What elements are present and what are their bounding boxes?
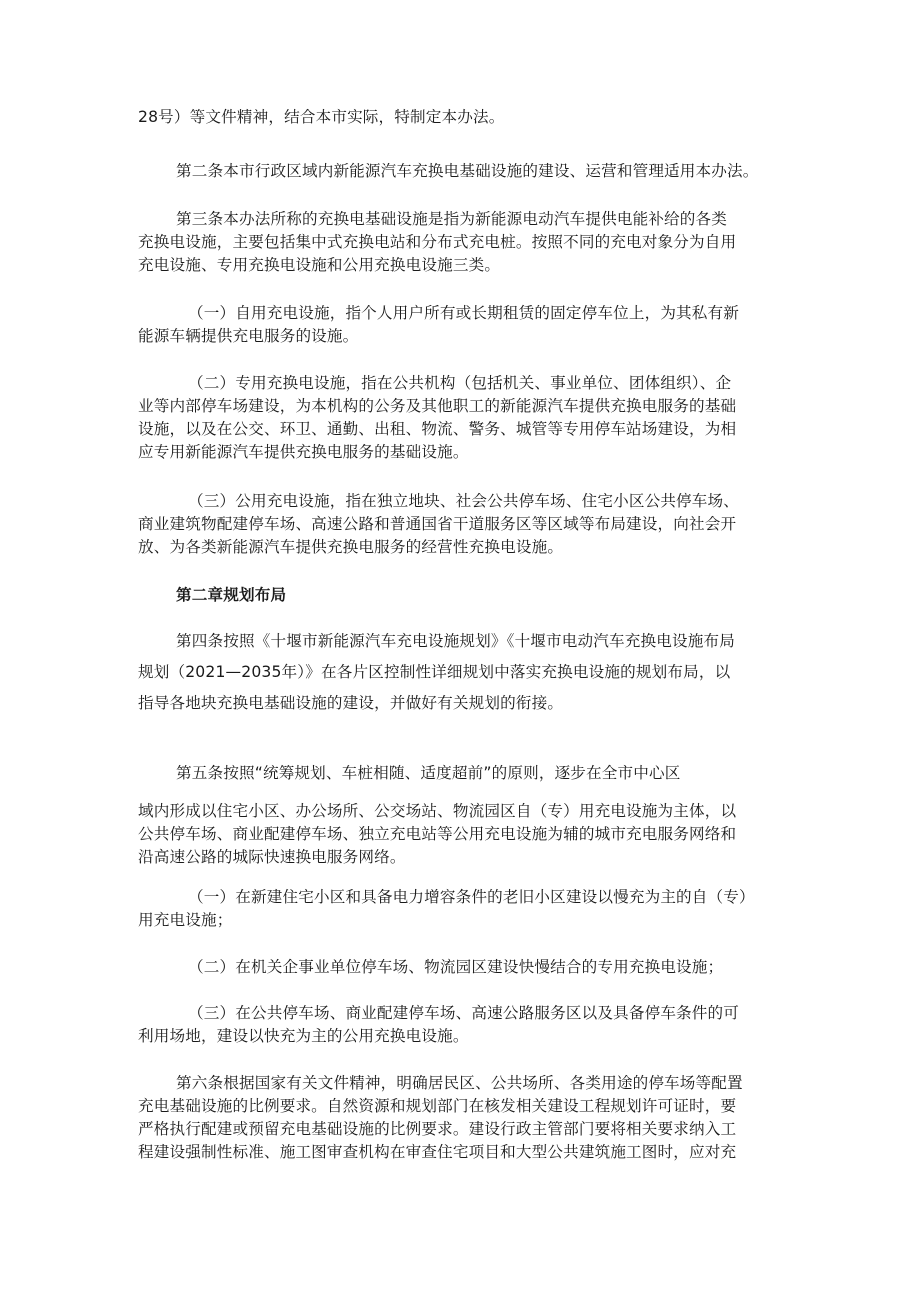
text-line: 公共停车场、商业配建停车场、独立充电站等公用充电设施为辅的城市充电服务网络和	[138, 825, 737, 843]
text-line: 能源车辆提供充电服务的设施。	[138, 327, 359, 345]
paragraph-article-3-item-1	[138, 302, 790, 348]
text-line: 第五条按照“统筹规划、车桩相随、适度超前”的原则，逐步在全市中心区	[176, 764, 681, 782]
paragraph-article-5-item-2	[138, 956, 790, 979]
text-line: 充换电设施，主要包括集中式充换电站和分布式充电桩。按照不同的充电对象分为自用	[138, 233, 737, 251]
paragraph-article-3-item-3	[138, 490, 790, 559]
text-line: （三）在公共停车场、商业配建停车场、高速公路服务区以及具备停车条件的可	[188, 1004, 740, 1022]
text-line: 沿高速公路的城际快速换电服务网络。	[138, 848, 406, 866]
text-line: 域内形成以住宅小区、办公场所、公交场站、物流园区自（专）用充电设施为主体，以	[138, 802, 737, 820]
paragraph-article-5-first	[138, 762, 790, 785]
text-line: （二）在机关企事业单位停车场、物流园区建设快慢结合的专用充换电设施；	[188, 958, 724, 976]
text-line: 充电基础设施的比例要求。自然资源和规划部门在核发相关建设工程规划许可证时，要	[138, 1097, 737, 1115]
paragraph-article-4	[138, 630, 790, 715]
paragraph-article-3	[138, 208, 790, 277]
text-line: 业等内部停车场建设，为本机构的公务及其他职工的新能源汽车提供充换电服务的基础	[138, 397, 737, 415]
paragraph-article-5-rest	[138, 800, 790, 869]
text-line: 用充电设施；	[138, 911, 233, 929]
text-line: 第二章规划布局	[176, 586, 287, 604]
text-line: （二）专用充换电设施，指在公共机构（包括机关、事业单位、团体组织）、企	[188, 374, 732, 392]
text-line: 第六条根据国家有关文件精神，明确居民区、公共场所、各类用途的停车场等配置	[176, 1074, 743, 1092]
text-line: 充电设施、专用充换电设施和公用充换电设施三类。	[138, 256, 501, 274]
text-line: 第三条本办法所称的充换电基础设施是指为新能源电动汽车提供电能补给的各类	[176, 210, 728, 228]
text-line: （一）在新建住宅小区和具备电力增容条件的老旧小区建设以慢充为主的自（专）	[188, 888, 755, 906]
paragraph-article-3-item-2	[138, 372, 790, 464]
text-line: 应专用新能源汽车提供充换电服务的基础设施。	[138, 443, 469, 461]
text-line: 28号）等文件精神，结合本市实际，特制定本办法。	[138, 108, 505, 126]
text-line: 利用场地，建设以快充为主的公用充换电设施。	[138, 1027, 469, 1045]
paragraph-intro-tail	[138, 106, 790, 129]
paragraph-article-2	[138, 160, 790, 183]
text-line: 第四条按照《十堰市新能源汽车充电设施规划》《十堰市电动汽车充换电设施布局	[176, 632, 735, 650]
text-line: 放、为各类新能源汽车提供充换电服务的经营性充换电设施。	[138, 538, 564, 556]
paragraph-article-5-item-1	[138, 886, 790, 932]
text-line: 商业建筑物配建停车场、高速公路和普通国省干道服务区等区域等布局建设，向社会开	[138, 515, 737, 533]
text-line: 严格执行配建或预留充电基础设施的比例要求。建设行政主管部门要将相关要求纳入工	[138, 1120, 737, 1138]
text-line: （三）公用充电设施，指在独立地块、社会公共停车场、住宅小区公共停车场、	[188, 492, 740, 510]
paragraph-article-6	[138, 1072, 790, 1164]
text-line: 程建设强制性标准、施工图审查机构在审查住宅项目和大型公共建筑施工图时，应对充	[138, 1143, 737, 1161]
paragraph-article-5-item-3	[138, 1002, 790, 1048]
text-line: （一）自用充电设施，指个人用户所有或长期租赁的固定停车位上，为其私有新	[188, 304, 740, 322]
text-line: 规划（2021—2035年）》在各片区控制性详细规划中落实充换电设施的规划布局，以	[138, 663, 731, 681]
text-line: 指导各地块充换电基础设施的建设，并做好有关规划的衔接。	[138, 694, 564, 712]
text-line: 设施，以及在公交、环卫、通勤、出租、物流、警务、城管等专用停车站场建设，为相	[138, 420, 737, 438]
chapter-heading	[138, 584, 790, 607]
text-line: 第二条本市行政区域内新能源汽车充换电基础设施的建设、运营和管理适用本办法。	[176, 162, 759, 180]
